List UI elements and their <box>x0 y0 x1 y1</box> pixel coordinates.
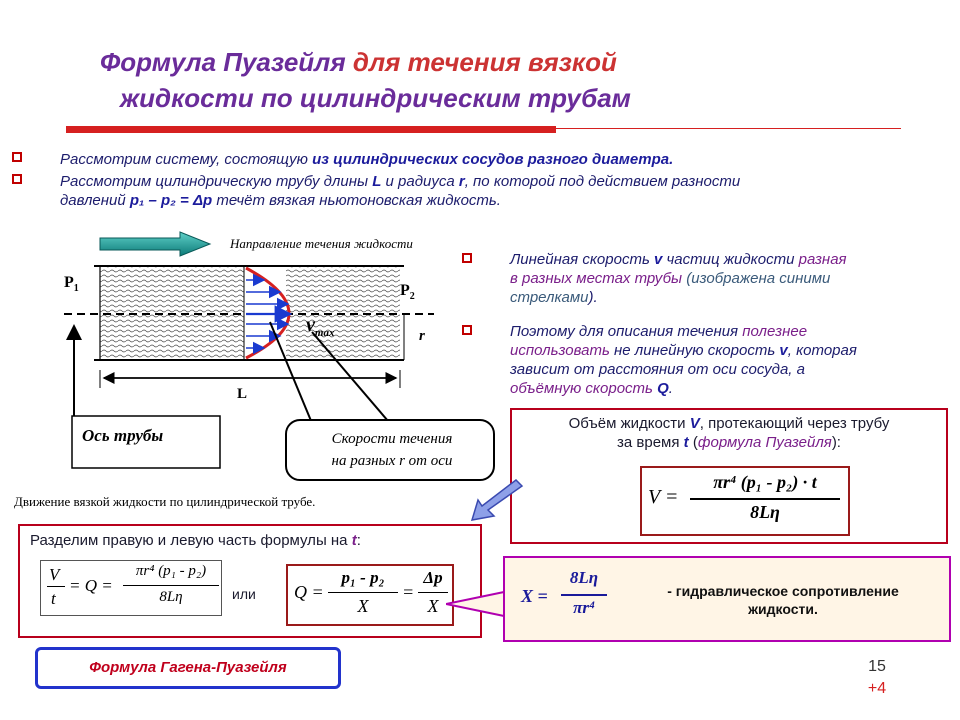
bullet-icon <box>12 152 22 162</box>
pipe-diagram <box>14 228 500 518</box>
down-left-arrow-icon <box>466 476 526 524</box>
divided-formula: V t = Q = πr⁴ (p₁ - p₂) 8Lη <box>40 560 222 616</box>
title-underline-thick <box>66 126 556 133</box>
pipe-figure <box>14 228 500 518</box>
p1-label: $P_1$ <box>64 274 79 295</box>
poiseuille-formula: V = πr⁴ (p₁ - p₂) · t 8Lη <box>640 466 850 536</box>
bullet-2-text: Рассмотрим цилиндрическую трубу длины L и радиуса r, по которой под действием разности давлений p₁ – p₂ = Δp течёт вязкая ньютоновская жидкость. <box>60 173 741 209</box>
page-title: Формула Пуазейля для течения вязкой жидкости по цилиндрическим трубам <box>100 47 631 113</box>
resistance-box <box>503 556 951 642</box>
figure-caption: Движение вязкой жидкости по цилиндрической трубе. <box>14 494 316 509</box>
axis-label: Ось трубы <box>82 426 164 445</box>
r-label: r <box>419 328 425 344</box>
vmax-label: $v_{max}$ <box>306 314 335 339</box>
poiseuille-formula-box <box>510 408 948 544</box>
callout-pointer <box>446 590 506 620</box>
title-underline-thin <box>556 128 901 129</box>
divide-box <box>18 524 482 638</box>
speeds-label: Скорости течения на разных r от оси <box>331 431 453 469</box>
hagen-poiseuille-label: Формула Гагена-Пуазейля <box>35 647 341 689</box>
page-number: 15 <box>868 658 886 675</box>
or-label: или <box>232 586 256 602</box>
page-extra: +4 <box>867 680 887 697</box>
L-label: L <box>237 386 248 402</box>
divide-caption: Разделим правую и левую часть формулы на t: <box>30 532 361 549</box>
bullet-icon <box>12 174 22 184</box>
q-formula: Q = p₁ - p₂ X = Δp X <box>286 564 454 626</box>
resistance-formula: X = 8Lη πr⁴ <box>521 566 607 628</box>
bullet-icon <box>462 253 472 263</box>
bullet-1-text: Рассмотрим систему, состоящую из цилиндрических сосудов разного диаметра. <box>60 151 674 168</box>
bullet-icon <box>462 325 472 335</box>
resistance-description: - гидравлическое сопротивление жидкости. <box>667 583 899 617</box>
p2-label: $P_2$ <box>400 282 415 303</box>
poiseuille-caption: Объём жидкости V, протекающий через трубу за время t (формула Пуазейля): <box>568 415 890 451</box>
flow-direction-label: Направление течения жидкости <box>230 236 413 251</box>
right-bullet-2-text: Поэтому для описания течения полезнее использовать не линейную скорость v, которая зависит от расстояния от оси сосуда, а объёмную скорость Q. <box>510 323 857 397</box>
right-bullet-1-text: Линейная скорость v частиц жидкости разная в разных местах трубы (изображена синими стрелками). <box>510 251 847 306</box>
